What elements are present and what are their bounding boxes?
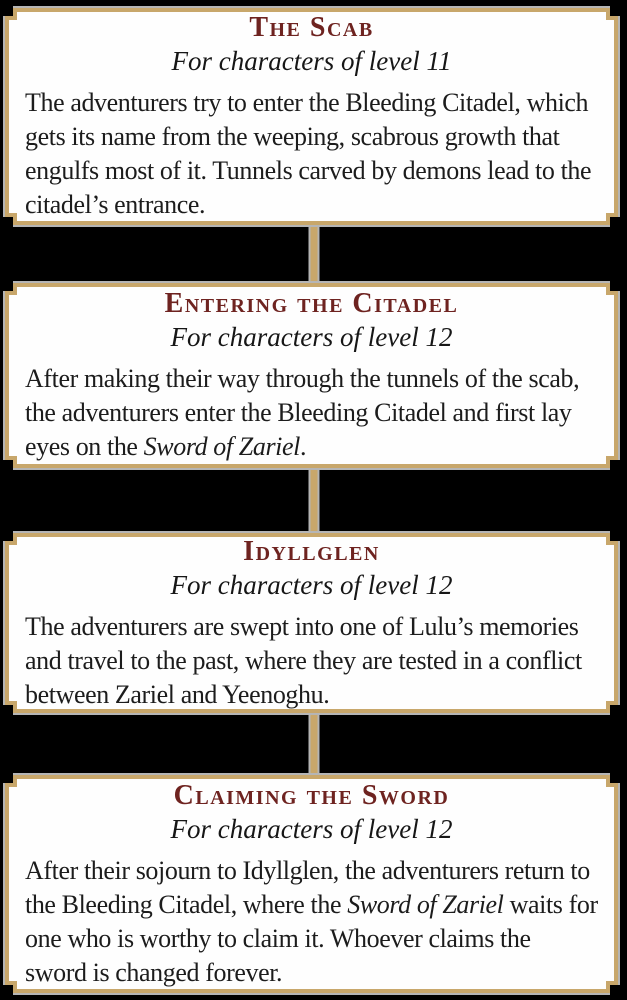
flowchart-connector-3 xyxy=(310,703,317,785)
flowchart-node-the-scab xyxy=(5,8,618,225)
flowchart-node-claiming-the-sword xyxy=(5,775,618,993)
box-title: Entering the Citadel xyxy=(164,288,459,319)
box-subtitle: For characters of level 12 xyxy=(170,569,453,600)
flowchart-connector-2 xyxy=(310,458,317,543)
box-subtitle: For characters of level 11 xyxy=(171,46,452,76)
box-subtitle: For characters of level 12 xyxy=(170,322,453,352)
box-title: Idyllglen xyxy=(243,535,380,567)
flowchart-node-idyllglen xyxy=(5,533,618,713)
box-body-text: After making their way through the tunnels of the scab, the adventurers enter the Bleeding Citadel and first lay eyes on the Sword of Zariel. xyxy=(25,364,580,461)
box-title: Claiming the Sword xyxy=(173,779,450,811)
box-body-text: After their sojourn to Idyllglen, the adventurers return to the Bleeding Citadel, where the Sword of Zariel waits for one who is worthy to claim it. Whoever claims the sword is changed forever. xyxy=(25,855,598,987)
box-body-text: The adventurers are swept into one of Lulu’s memories and travel to the past, where they are tested in a conflict between Zariel and Yeenoghu. xyxy=(25,611,582,709)
box-body-text: The adventurers try to enter the Bleeding Citadel, which gets its name from the weeping, scabrous growth that engulfs most of it. Tunnels carved by demons lead to the citadel’s entrance. xyxy=(25,88,592,219)
box-subtitle: For characters of level 12 xyxy=(170,813,453,844)
box-title: The Scab xyxy=(249,12,374,43)
flowchart-node-entering-the-citadel xyxy=(5,283,618,468)
